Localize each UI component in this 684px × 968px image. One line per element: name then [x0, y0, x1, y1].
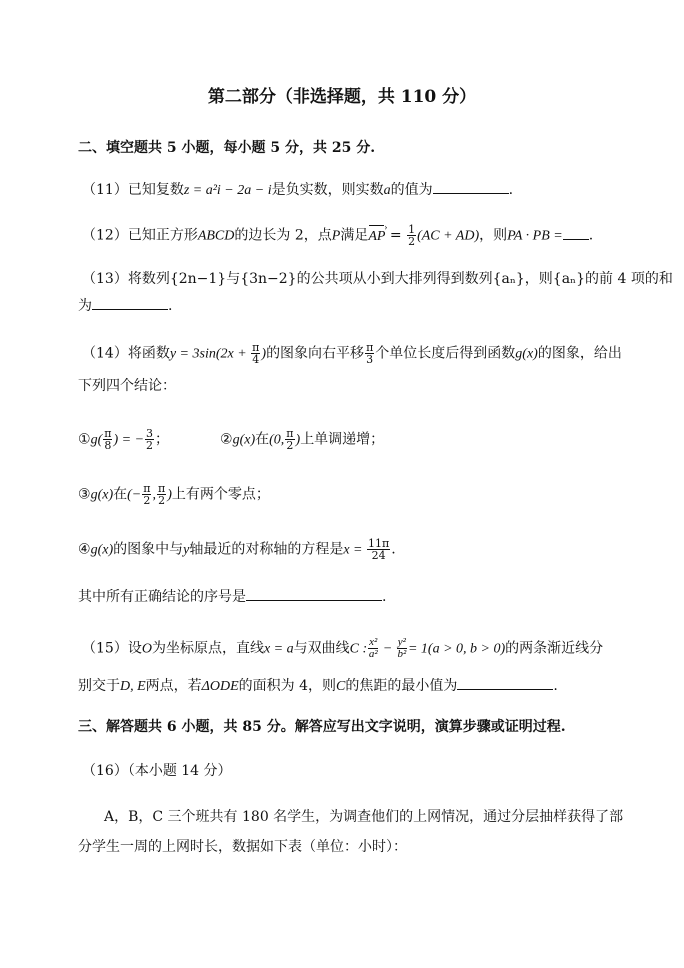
question-15-line-2: 别交于D, E两点，若ΔODE的面积为 4，则C的焦距的最小值为 .	[78, 678, 558, 694]
question-13: （13）将数列{2n−1}与{3n−2}的公共项从小到大排列得到数列{aₙ}，则{aₙ}的前 4 项的和	[82, 271, 673, 287]
section-3-heading: 三、解答题共 6 小题，共 85 分。解答应写出文字说明，演算步骤或证明过程.	[78, 719, 566, 735]
dot-product: PA · PB =	[507, 228, 563, 244]
answer-blank-15	[457, 676, 553, 690]
question-15: （15）设O为坐标原点，直线x = a与双曲线C : $\frac{\text{x²}}{\text{a²}}$ − $\frac{\text{y²}}{\text{b²}}$ = 1(a > 0, b > 0)的两条渐近线分	[82, 636, 604, 660]
question-16-heading: （16）（本小题 14 分）	[82, 763, 232, 779]
conclusion-3: ③g(x)在(− $\frac{\pi}{2}$ , $\frac{\pi}{2}$ )上有两个零点；	[78, 482, 270, 507]
summary-line: 其中所有正确结论的序号是 .	[78, 589, 387, 605]
page-title: 第二部分（非选择题，共 110 分）	[207, 87, 477, 107]
answer-blank-13	[92, 296, 168, 310]
vector-sum: (AC + AD)	[417, 228, 480, 244]
fraction-pi-over-3: $\frac{\pi}{3}$	[366, 341, 374, 366]
question-11: （11）已知复数z = a²i − 2a − i是负实数，则实数a的值为 .	[82, 182, 514, 198]
q11-formula: z = a²i − 2a − i	[183, 183, 272, 198]
section-2-heading: 二、填空题共 5 小题，每小题 5 分，共 25 分.	[78, 140, 376, 156]
conclusion-2: ②g(x)在(0, $\frac{\pi}{2}$ )上单调递增；	[220, 427, 385, 452]
conclusion-1: ①g( $\frac{\pi}{8}$ ) = − $\frac{3}{2}$ ；	[78, 427, 170, 452]
fraction-one-half: $\frac{1}{2}$	[408, 223, 416, 248]
conclusion-4: ④g(x)的图象中与y轴最近的对称轴的方程是x = $\frac{11\pi}{24}$ .	[78, 537, 396, 562]
question-13-line-2: 为 .	[78, 298, 173, 314]
question-14: （14）将函数y = 3sin(2x + $\frac{\pi}{4}$ )的图象向右平移 $\frac{\pi}{3}$ 个单位长度后得到函数g(x)的图象，给出	[82, 341, 622, 366]
answer-blank-14	[246, 587, 382, 601]
question-14-line-2: 下列四个结论：	[78, 378, 176, 394]
vector-ap: AP ›	[368, 228, 385, 246]
question-12: （12）已知正方形ABCD的边长为 2，点P满足AP › = $\frac{1}{2}$ (AC + AD)，则PA · PB = .	[82, 224, 593, 247]
answer-blank-12	[563, 226, 589, 240]
fraction-pi-over-4: $\frac{\pi}{4}$	[252, 341, 260, 366]
question-16-line-1: A，B，C 三个班共有 180 名学生，为调查他们的上网情况，通过分层抽样获得了部	[104, 809, 624, 825]
answer-blank-11	[433, 180, 509, 194]
question-16-line-2: 分学生一周的上网时长，数据如下表（单位：小时）：	[78, 839, 407, 855]
